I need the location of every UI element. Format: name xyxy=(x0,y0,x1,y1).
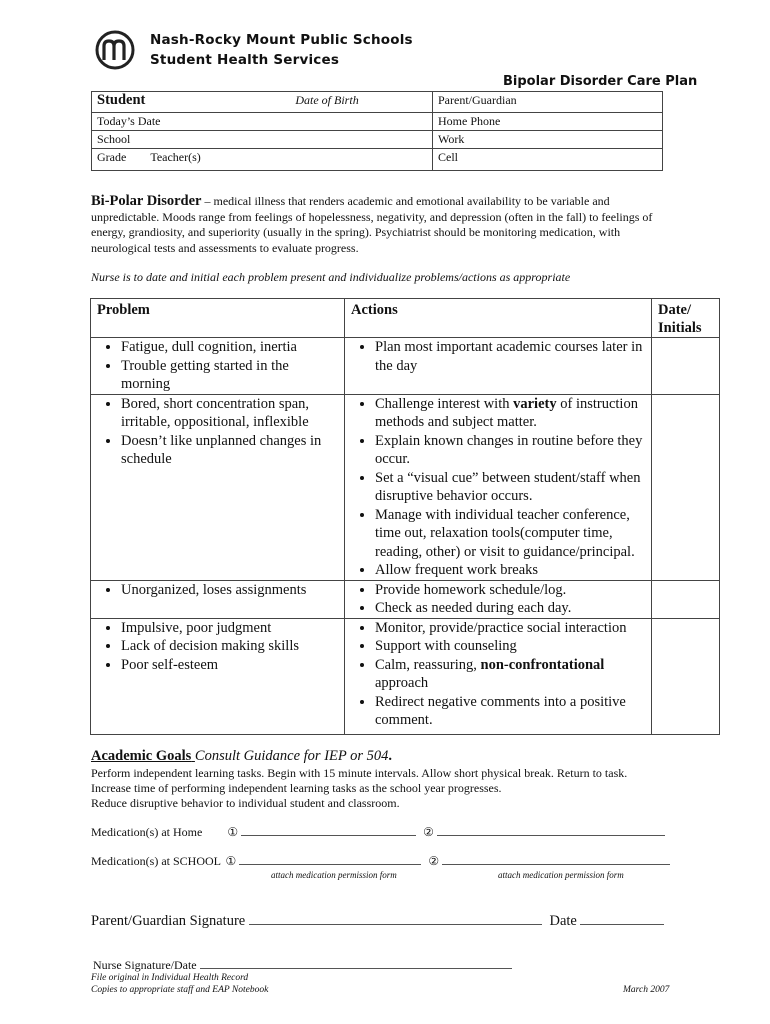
goals-title: Academic Goals xyxy=(91,748,192,764)
definition-term: Bi-Polar Disorder xyxy=(91,193,202,209)
list-item: • Lack of decision making skills xyxy=(121,637,340,656)
list-item: • Challenge interest with variety of instruction methods and subject matter. xyxy=(375,395,647,432)
parent-signature-row xyxy=(91,912,664,930)
medication-home-field-2[interactable] xyxy=(437,825,665,836)
medication-home-row: Medication(s) at Home ① ② xyxy=(91,825,665,840)
list-item: • Unorganized, loses assignments xyxy=(121,581,340,600)
parent-signature-label: Parent/Guardian Signature xyxy=(91,913,246,929)
list-item: • Impulsive, poor judgment xyxy=(121,619,340,638)
list-item: • Fatigue, dull cognition, inertia xyxy=(121,338,340,357)
medication-home-field-1[interactable] xyxy=(241,825,416,836)
medication-school-row: Medication(s) at SCHOOL ① ② xyxy=(91,854,670,869)
cell-label: Cell xyxy=(433,149,663,171)
nurse-signature-row xyxy=(93,958,512,973)
goals-list xyxy=(91,766,627,811)
list-item: • Manage with individual teacher conference, time out, relaxation tools(computer time, reading, other) or visit to guidance/principal. xyxy=(375,506,647,562)
list-item: • Explain known changes in routine before they occur. xyxy=(375,432,647,469)
org-line-2: Student Health Services xyxy=(150,52,340,68)
list-item: • Provide homework schedule/log. xyxy=(375,581,647,600)
student-info-table xyxy=(91,91,663,171)
list-item: • Trouble getting started in the morning xyxy=(121,357,340,394)
date-initials-cell[interactable] xyxy=(652,580,720,618)
org-name xyxy=(150,30,413,70)
todays-date-label: Today’s Date xyxy=(92,113,433,131)
footer-line-1: File original in Individual Health Record xyxy=(91,973,249,983)
date-header: Date/ xyxy=(658,302,692,318)
attach-note-1: attach medication permission form xyxy=(271,870,397,880)
list-item: • Doesn’t like unplanned changes in schedule xyxy=(121,432,340,469)
actions-header: Actions xyxy=(345,299,652,338)
date-label: Date xyxy=(549,913,577,929)
definition-paragraph xyxy=(91,194,671,256)
list-item: Reduce disruptive behavior to individual student and classroom. xyxy=(91,796,400,810)
nurse-signature-field[interactable] xyxy=(200,958,512,969)
date-initials-header xyxy=(652,299,720,338)
footer-date: March 2007 xyxy=(623,985,670,995)
list-item: • Calm, reassuring, non-confrontational approach xyxy=(375,656,647,693)
attach-note-2: attach medication permission form xyxy=(498,870,624,880)
home-phone-label: Home Phone xyxy=(433,113,663,131)
goals-subtitle: Consult Guidance for IEP or 504 xyxy=(194,748,389,764)
list-item: Perform independent learning tasks. Begin with 15 minute intervals. Allow short physical break. Return to task. xyxy=(91,766,628,780)
parent-date-field[interactable] xyxy=(580,912,664,925)
list-item: Increase time of performing independent learning tasks as the school year progresses. xyxy=(91,781,502,795)
list-item: • Monitor, provide/practice social interaction xyxy=(375,619,647,638)
district-logo-icon xyxy=(95,30,135,70)
date-initials-cell[interactable] xyxy=(652,394,720,580)
school-label: School xyxy=(92,131,433,149)
nurse-signature-label: Nurse Signature/Date xyxy=(93,958,197,972)
org-line-1: Nash-Rocky Mount Public Schools xyxy=(150,32,413,48)
plan-title: Bipolar Disorder Care Plan xyxy=(503,74,698,89)
medication-home-label: Medication(s) at Home xyxy=(91,825,203,839)
date-initials-cell[interactable] xyxy=(652,618,720,734)
dob-label: Date of Birth xyxy=(295,93,359,107)
date-initials-cell[interactable] xyxy=(652,338,720,395)
list-item: • Poor self-esteem xyxy=(121,656,340,675)
list-item: • Redirect negative comments into a positive comment. xyxy=(375,693,647,730)
list-item: • Check as needed during each day. xyxy=(375,599,647,618)
list-item: • Support with counseling xyxy=(375,637,647,656)
problem-header: Problem xyxy=(91,299,345,338)
nurse-instruction: Nurse is to date and initial each problem present and individualize problems/actions as appropriate xyxy=(91,270,571,284)
list-item: • Bored, short concentration span, irritable, oppositional, inflexible xyxy=(121,395,340,432)
parent-label: Parent/Guardian xyxy=(433,92,663,113)
work-label: Work xyxy=(433,131,663,149)
student-label: Student xyxy=(97,92,146,108)
footer-line-2: Copies to appropriate staff and EAP Notebook xyxy=(91,985,269,995)
teachers-label: Teacher(s) xyxy=(150,150,201,164)
medication-school-field-2[interactable] xyxy=(442,854,670,865)
list-item: • Plan most important academic courses later in the day xyxy=(375,338,647,375)
medication-school-field-1[interactable] xyxy=(239,854,421,865)
initials-header: Initials xyxy=(658,320,702,336)
list-item: • Set a “visual cue” between student/staff when disruptive behavior occurs. xyxy=(375,469,647,506)
footer-notes xyxy=(91,972,268,996)
definition-text: – medical illness that renders academic and emotional availability to be variable and unpredictable. Moods range from feelings of hopelessness, negativity, and depression (often in the fall) to feelings of energy, grandiosity, and superiority (usually in the spring). Psychiatrist should be monitoring medication, with neurological tests and assessments to evaluate progress. xyxy=(91,194,653,255)
academic-goals-heading: Academic Goals Consult Guidance for IEP or 504. xyxy=(91,748,392,764)
parent-signature-field[interactable] xyxy=(249,912,542,925)
list-item: • Allow frequent work breaks xyxy=(375,561,647,580)
medication-school-label: Medication(s) at SCHOOL xyxy=(91,854,221,868)
grade-label: Grade xyxy=(97,150,127,164)
care-plan-table xyxy=(90,298,720,735)
